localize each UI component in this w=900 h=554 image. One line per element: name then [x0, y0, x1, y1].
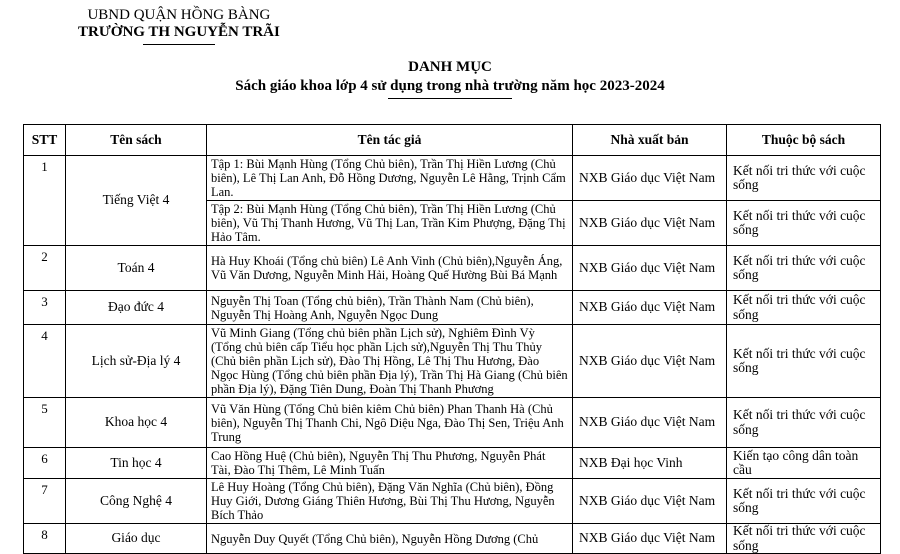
textbook-table: [23, 124, 881, 554]
book-set-cell: Kết nối tri thức với cuộc sống: [727, 479, 881, 524]
stt-cell: 1: [24, 156, 66, 246]
publisher-cell: NXB Giáo dục Việt Nam: [573, 201, 727, 246]
col-header-author: Tên tác giả: [207, 125, 573, 156]
document-header: [78, 7, 280, 45]
book-cell: Khoa học 4: [66, 398, 207, 448]
book-set-cell: Kết nối tri thức với cuộc sống: [727, 246, 881, 291]
table-row: [24, 398, 881, 448]
col-header-publisher: Nhà xuất bản: [573, 125, 727, 156]
stt-cell: 8: [24, 524, 66, 554]
author-cell: Hà Huy Khoái (Tổng chủ biên) Lê Anh Vinh (Chủ biên),Nguyễn Áng, Vũ Văn Dương, Nguyễn Minh Hải, Hoàng Quế Hường Bùi Bá Mạnh: [207, 246, 573, 291]
stt-cell: 5: [24, 398, 66, 448]
book-set-cell: Kiến tạo công dân toàn cầu: [727, 448, 881, 479]
table-row: [24, 325, 881, 398]
col-header-set: Thuộc bộ sách: [727, 125, 881, 156]
book-set-cell: Kết nối tri thức với cuộc sống: [727, 398, 881, 448]
publisher-cell: NXB Giáo dục Việt Nam: [573, 156, 727, 201]
book-cell: Công Nghệ 4: [66, 479, 207, 524]
book-set-cell: Kết nối tri thức với cuộc sống: [727, 291, 881, 325]
table-row: [24, 448, 881, 479]
book-set-cell: Kết nối tri thức với cuộc sống: [727, 156, 881, 201]
book-cell: Đạo đức 4: [66, 291, 207, 325]
book-cell: Toán 4: [66, 246, 207, 291]
author-cell: Vũ Minh Giang (Tổng chủ biên phần Lịch sử), Nghiêm Đình Vỳ (Tổng chủ biên cấp Tiểu học phần Lịch sử),Nguyễn Thị Thu Thủy (Chủ biên phần Lịch sử), Đào Thị Hồng, Lê Thị Thu Hương, Đào Ngọc Hùng (Tổng chủ biên phần Địa lý), Trần Thị Hà Giang (Chủ biên phần Địa lý), Đặng Tiên Dung, Đoàn Thị Thanh Phương: [207, 325, 573, 398]
publisher-cell: NXB Giáo dục Việt Nam: [573, 325, 727, 398]
table-row: [24, 479, 881, 524]
table-row: [24, 524, 881, 554]
author-cell: Nguyễn Duy Quyết (Tổng Chủ biên), Nguyễn Hồng Dương (Chủ: [207, 524, 573, 554]
publisher-cell: NXB Đại học Vinh: [573, 448, 727, 479]
table-row: [24, 291, 881, 325]
book-set-cell: Kết nối tri thức với cuộc sống: [727, 201, 881, 246]
org-name: UBND QUẬN HỒNG BÀNG: [87, 7, 271, 23]
table-row: [24, 156, 881, 201]
stt-cell: 2: [24, 246, 66, 291]
stt-cell: 6: [24, 448, 66, 479]
table-header-row: [24, 125, 881, 156]
col-header-stt: STT: [24, 125, 66, 156]
table-row: [24, 246, 881, 291]
book-set-cell: Kết nối tri thức với cuộc sống: [727, 325, 881, 398]
document-title: DANH MỤC: [408, 59, 492, 75]
book-set-cell: Kết nối tri thức với cuộc sống: [727, 524, 881, 554]
author-cell: Lê Huy Hoàng (Tổng Chủ biên), Đặng Văn Nghĩa (Chủ biên), Đồng Huy Giới, Dương Giáng Thiên Hương, Bùi Thị Thu Hương, Nguyễn Bích Thảo: [207, 479, 573, 524]
author-cell: Vũ Văn Hùng (Tổng Chủ biên kiêm Chủ biên) Phan Thanh Hà (Chủ biên), Nguyễn Thị Thanh Chi, Ngô Diệu Nga, Đào Thị Sen, Triệu Anh Trung: [207, 398, 573, 448]
book-cell: Lịch sử-Địa lý 4: [66, 325, 207, 398]
author-cell: Nguyễn Thị Toan (Tổng chủ biên), Trần Thành Nam (Chủ biên), Nguyễn Thị Hoàng Anh, Nguyễn Ngọc Dung: [207, 291, 573, 325]
document-subtitle: Sách giáo khoa lớp 4 sử dụng trong nhà trường năm học 2023-2024: [235, 78, 665, 94]
publisher-cell: NXB Giáo dục Việt Nam: [573, 398, 727, 448]
subtitle-underline: [388, 98, 512, 99]
publisher-cell: NXB Giáo dục Việt Nam: [573, 246, 727, 291]
book-cell: Tin học 4: [66, 448, 207, 479]
publisher-cell: NXB Giáo dục Việt Nam: [573, 524, 727, 554]
publisher-cell: NXB Giáo dục Việt Nam: [573, 291, 727, 325]
stt-cell: 4: [24, 325, 66, 398]
publisher-cell: NXB Giáo dục Việt Nam: [573, 479, 727, 524]
header-underline: [143, 44, 215, 45]
author-cell: Tập 1: Bùi Mạnh Hùng (Tổng Chủ biên), Trần Thị Hiền Lương (Chủ biên), Lê Thị Lan Anh, Đỗ Hồng Dương, Nguyễn Lê Hằng, Trịnh Cẩm Lan.: [207, 156, 573, 201]
stt-cell: 7: [24, 479, 66, 524]
school-name: TRƯỜNG TH NGUYỄN TRÃI: [78, 24, 280, 40]
author-cell: Tập 2: Bùi Mạnh Hùng (Tổng Chủ biên), Trần Thị Hiền Lương (Chủ biên), Vũ Thị Thanh Hương, Vũ Thị Lan, Trần Kim Phượng, Đặng Thị Hảo Tâm.: [207, 201, 573, 246]
col-header-book: Tên sách: [66, 125, 207, 156]
author-cell: Cao Hồng Huệ (Chủ biên), Nguyễn Thị Thu Phương, Nguyễn Phát Tài, Đào Thị Thêm, Lê Minh Tuấn: [207, 448, 573, 479]
stt-cell: 3: [24, 291, 66, 325]
book-cell: Giáo dục: [66, 524, 207, 554]
book-cell: Tiếng Việt 4: [66, 156, 207, 246]
